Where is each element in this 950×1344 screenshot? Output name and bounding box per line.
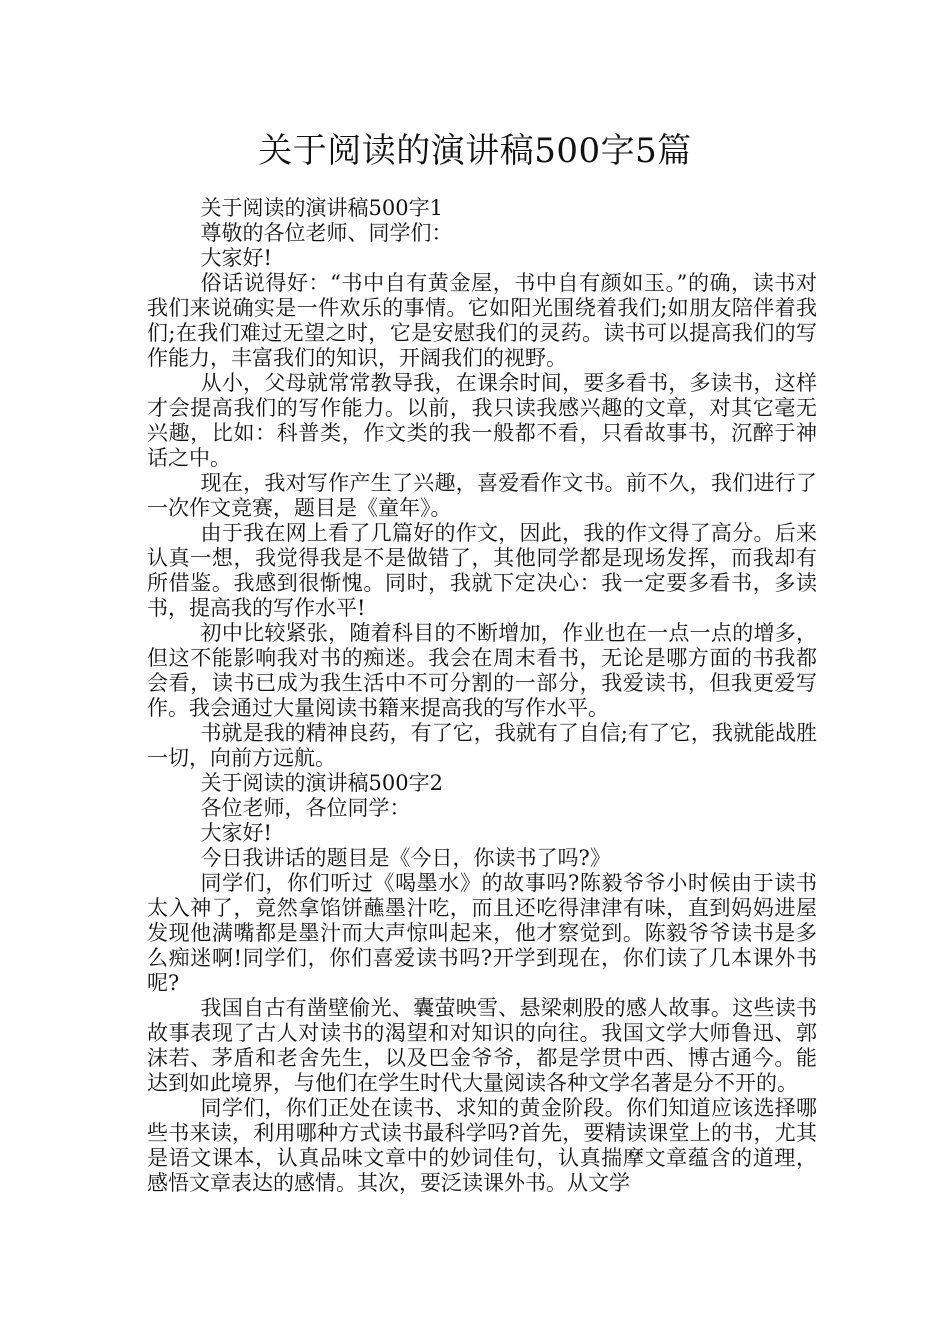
paragraph: 关于阅读的演讲稿500字2 (200, 771, 443, 795)
paragraph: 同学们，你们正处在读书、求知的黄金阶段。你们知道应该选择哪些书来读，利用哪种方式读书最科学吗?首先，要精读课堂上的书，尤其是语文课本，认真品味文章中的妙词佳句，认真揣摩文章蕴含的道理，感悟文章表达的感情。其次，要泛读课外书。从文学 (147, 1096, 817, 1195)
paragraph: 大家好! (200, 821, 272, 845)
paragraph: 各位老师，各位同学： (200, 796, 411, 820)
paragraph: 我国自古有凿壁偷光、囊萤映雪、悬梁刺股的感人故事。这些读书故事表现了古人对读书的渴望和对知识的向往。我国文学大师鲁迅、郭沫若、茅盾和老舍先生，以及巴金爷爷，都是学贯中西、博古通今。能达到如此境界，与他们在学生时代大量阅读各种文学名著是分不开的。 (147, 996, 817, 1095)
paragraph: 尊敬的各位老师、同学们： (200, 221, 453, 245)
document-body (147, 196, 817, 1196)
document-title: 关于阅读的演讲稿500字5篇 (258, 131, 692, 171)
paragraph: 大家好! (200, 246, 272, 270)
paragraph: 书就是我的精神良药，有了它，我就有了自信;有了它，我就能战胜一切，向前方远航。 (147, 721, 817, 770)
paragraph: 现在，我对写作产生了兴趣，喜爱看作文书。前不久，我们进行了一次作文竞赛，题目是《童年》。 (147, 471, 817, 520)
paragraph: 今日我讲话的题目是《今日，你读书了吗?》 (200, 846, 611, 870)
paragraph: 由于我在网上看了几篇好的作文，因此，我的作文得了高分。后来认真一想，我觉得我是不是做错了，其他同学都是现场发挥，而我却有所借鉴。我感到很惭愧。同时，我就下定决心：我一定要多看书，多读书，提高我的写作水平! (147, 521, 817, 620)
paragraph: 初中比较紧张，随着科目的不断增加，作业也在一点一点的增多，但这不能影响我对书的痴迷。我会在周末看书，无论是哪方面的书我都会看，读书已成为我生活中不可分割的一部分，我爱读书，但我更爱写作。我会通过大量阅读书籍来提高我的写作水平。 (147, 621, 817, 720)
paragraph: 关于阅读的演讲稿500字1 (200, 196, 443, 220)
paragraph: 从小，父母就常常教导我，在课余时间，要多看书，多读书，这样才会提高我们的写作能力。以前，我只读我感兴趣的文章，对其它毫无兴趣，比如：科普类，作文类的我一般都不看，只看故事书，沉醉于神话之中。 (147, 371, 817, 470)
paragraph: 俗话说得好：“书中自有黄金屋，书中自有颜如玉。”的确，读书对我们来说确实是一件欢乐的事情。它如阳光围绕着我们;如朋友陪伴着我们;在我们难过无望之时，它是安慰我们的灵药。读书可以提高我们的写作能力，丰富我们的知识，开阔我们的视野。 (147, 271, 817, 370)
paragraph: 同学们，你们听过《喝墨水》的故事吗?陈毅爷爷小时候由于读书太入神了，竟然拿馅饼蘸墨汁吃，而且还吃得津津有味，直到妈妈进屋发现他满嘴都是墨汁而大声惊叫起来，他才察觉到。陈毅爷爷读书是多么痴迷啊!同学们，你们喜爱读书吗?开学到现在，你们读了几本课外书呢? (147, 871, 817, 995)
